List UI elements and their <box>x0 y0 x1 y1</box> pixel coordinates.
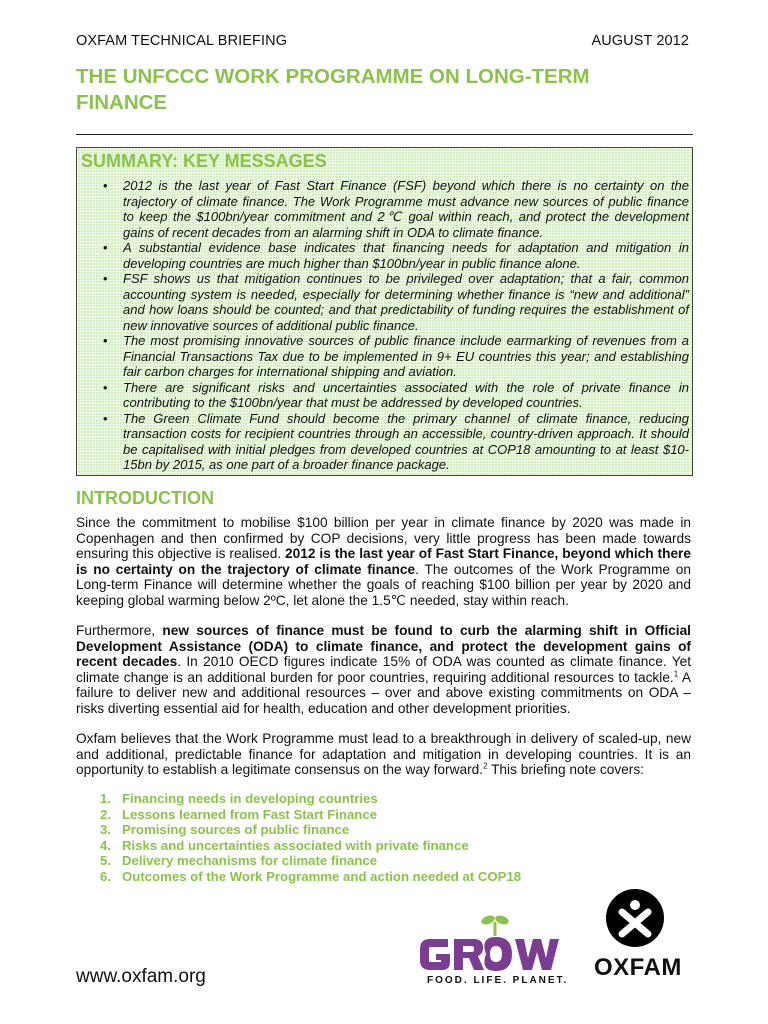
summary-item-text: There are significant risks and uncertainties associated with the role of private finance in contributing to the $100bn/year that must be addressed by developed countries. <box>123 379 689 410</box>
bullet-icon: • <box>103 379 108 395</box>
item-label: Lessons learned from Fast Start Finance <box>122 806 378 822</box>
text-run: Since the commitment to mobilise $100 billion per year in climate finance by 2020 was made in Copenhagen and then confirmed by COP decisions, very little progress has been made towards ensuring this objective is realised. <box>76 515 691 562</box>
item-number: 2. <box>100 806 111 822</box>
item-label: Risks and uncertainties associated with private finance <box>122 837 469 853</box>
contents-item <box>100 838 521 854</box>
summary-item <box>103 240 689 271</box>
contents-item <box>100 807 521 823</box>
text-run: Oxfam believes that the Work Programme must lead to a breakthrough in delivery of scaled-up, new and additional, predictable finance for adaptation and mitigation in developing countries. It is an opportunity to establish a legitimate consensus on the way forward. <box>76 731 691 778</box>
oxfam-wordmark: OXFAM <box>594 954 682 981</box>
item-number: 5. <box>100 853 111 868</box>
document-title <box>76 64 696 116</box>
bullet-icon: • <box>103 178 108 193</box>
text-run: . The outcomes of the Work Programme on Long-term Finance will determine whether the goals of reaching $100 billion per year by 2020 and keeping global warming below 2ºC, let alone the 1.5℃ needed, stay within reach. <box>76 561 691 608</box>
grow-logo-icon <box>416 912 576 974</box>
text-run: A failure to deliver new and additional resources – over and above existing commitments on ODA – risks diverting essential aid for health, education and other development priorities. <box>76 669 691 716</box>
briefing-type: OXFAM TECHNICAL BRIEFING <box>76 33 288 49</box>
item-number: 3. <box>100 822 111 837</box>
contents-item <box>100 822 521 838</box>
running-header <box>76 33 689 49</box>
item-label: Financing needs in developing countries <box>122 791 378 806</box>
summary-item <box>103 380 689 411</box>
title-divider <box>76 134 693 135</box>
summary-item-text: FSF shows us that mitigation continues to be privileged over adaptation; that a fair, common accounting system is needed, especially for determining whether finance is “new and additional” and how loans should be counted; and that predictability of funding requires the establishment of new innovative sources of additional public finance. <box>123 271 689 333</box>
intro-paragraph-3 <box>76 731 691 778</box>
oxfam-logo-icon <box>596 886 676 952</box>
summary-item-text: The most promising innovative sources of public finance include earmarking of revenues from a Financial Transactions Tax due to be implemented in 9+ EU countries this year; and establishing fair carbon charges for international shipping and aviation. <box>123 333 689 379</box>
text-run: Furthermore, <box>76 623 163 638</box>
summary-item <box>103 178 689 240</box>
summary-list <box>103 178 689 473</box>
website-link[interactable]: www.oxfam.org <box>76 966 206 987</box>
summary-item <box>103 411 689 473</box>
summary-item <box>103 271 689 333</box>
briefing-date: AUGUST 2012 <box>591 33 689 49</box>
bold-text: new sources of finance must be found to curb the alarming shift in Official Development Assistance (ODA) to climate finance, and protect the development gains of recent decades <box>76 623 691 670</box>
bullet-icon: • <box>103 271 108 286</box>
summary-item-text: The Green Climate Fund should become the primary channel of climate finance, reducing transaction costs for recipient countries through an accessible, country-driven approach. It should be capitalised with initial pledges from developed countries at COP18 amounting to at least $10-15bn by 2015, as one part of a broader finance package. <box>123 410 689 472</box>
bullet-icon: • <box>103 333 108 348</box>
briefing-contents-list <box>100 791 521 884</box>
item-number: 1. <box>100 791 111 806</box>
summary-item-text: 2012 is the last year of Fast Start Finance (FSF) beyond which there is no certainty on the trajectory of climate finance. The Work Programme must advance new sources of public finance to keep the $100bn/year commitment and 2℃ goal within reach, and protect the development gains of recent decades from an alarming shift in ODA to climate finance. <box>123 178 689 240</box>
intro-paragraph-1 <box>76 515 691 609</box>
introduction-heading: INTRODUCTION <box>76 488 214 508</box>
contents-item <box>100 791 521 807</box>
summary-heading: SUMMARY: KEY MESSAGES <box>81 151 327 171</box>
bullet-icon: • <box>103 240 108 255</box>
summary-item-text: A substantial evidence base indicates that financing needs for adaptation and mitigation in developing countries are much higher than $100bn/year in public finance alone. <box>123 240 689 271</box>
text-run: . In 2010 OECD figures indicate 15% of ODA was counted as climate finance. Yet climate change is an additional burden for poor countries, requiring additional resources to tackle. <box>76 654 691 685</box>
footnote-ref-1[interactable]: 1 <box>673 669 679 679</box>
summary-box <box>76 147 693 476</box>
summary-item <box>103 333 689 380</box>
text-run: This briefing note covers: <box>487 762 644 778</box>
grow-tagline: FOOD. LIFE. PLANET. <box>427 975 569 986</box>
bold-text: 2012 is the last year of Fast Start Finance, beyond which there is no certainty on the trajectory of climate finance <box>76 546 691 577</box>
item-label: Outcomes of the Work Programme and action needed at COP18 <box>122 868 522 884</box>
contents-item <box>100 853 521 869</box>
item-number: 4. <box>100 837 111 853</box>
item-label: Delivery mechanisms for climate finance <box>122 853 378 868</box>
title-line-2: FINANCE <box>76 91 168 114</box>
intro-paragraph-2 <box>76 623 691 717</box>
item-label: Promising sources of public finance <box>122 822 350 837</box>
footnote-ref-2[interactable]: 2 <box>483 761 488 771</box>
contents-item <box>100 869 521 885</box>
bullet-icon: • <box>103 410 108 426</box>
title-line-1: THE UNFCCC WORK PROGRAMME ON LONG-TERM <box>76 65 590 88</box>
item-number: 6. <box>100 868 111 884</box>
